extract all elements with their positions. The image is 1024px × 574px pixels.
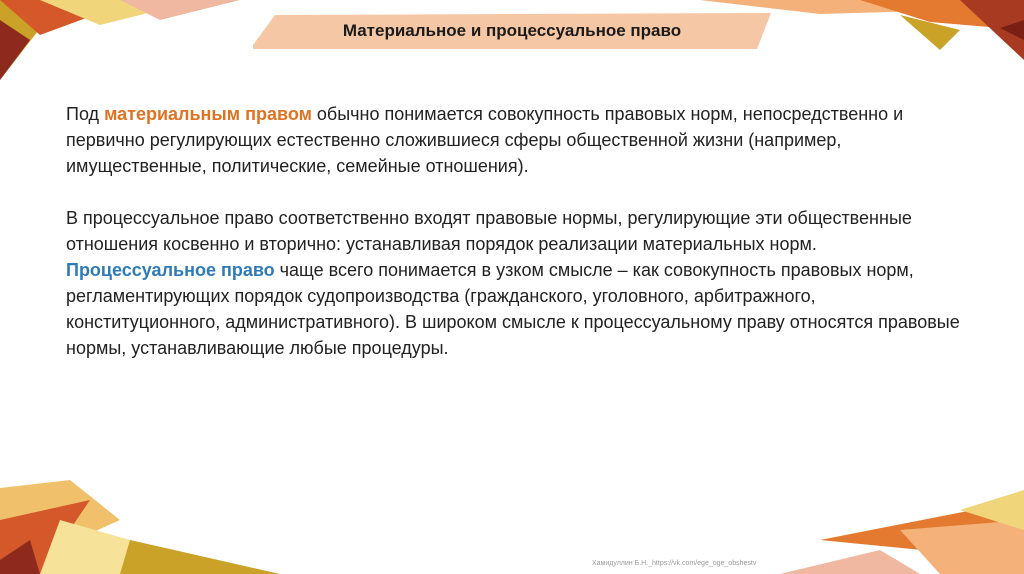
procedural-law-term: Процессуальное право bbox=[66, 260, 275, 280]
paragraph-gap bbox=[66, 179, 966, 205]
paragraph1-after: обычно понимается совокупность правовых норм, непосредственно и первично регулирующих естественно сложившиеся сферы общественной жизни (например, имущественные, политические, семейные отношения). bbox=[66, 104, 904, 176]
slide-title: Материальное и процессуальное право bbox=[342, 21, 682, 40]
paragraph-procedural-law bbox=[66, 257, 966, 361]
paragraph-procedural-law-intro: В процессуальное право соответственно входят правовые нормы, регулирующие эти общественные отношения косвенно и вторично: устанавливая порядок реализации материальных норм. bbox=[66, 208, 912, 254]
slide-body bbox=[66, 101, 966, 361]
paragraph3-after: чаще всего понимается в узком смысле – как совокупность правовых норм, регламентирующих порядок судопроизводства (гражданского, уголовного, арбитражного, конституционного, административного). В широком смысле к процессуальному праву относятся правовые нормы, устанавливающие любые процедуры. bbox=[66, 260, 960, 358]
paragraph1-before: Под bbox=[66, 104, 105, 124]
material-law-term: материальным правом bbox=[104, 104, 312, 124]
paragraph-material-law bbox=[66, 101, 966, 179]
footer-credit: Хамидуллин Б.Н._https://vk.com/ege_oge_obshestv bbox=[592, 560, 757, 567]
title-banner bbox=[253, 13, 771, 49]
